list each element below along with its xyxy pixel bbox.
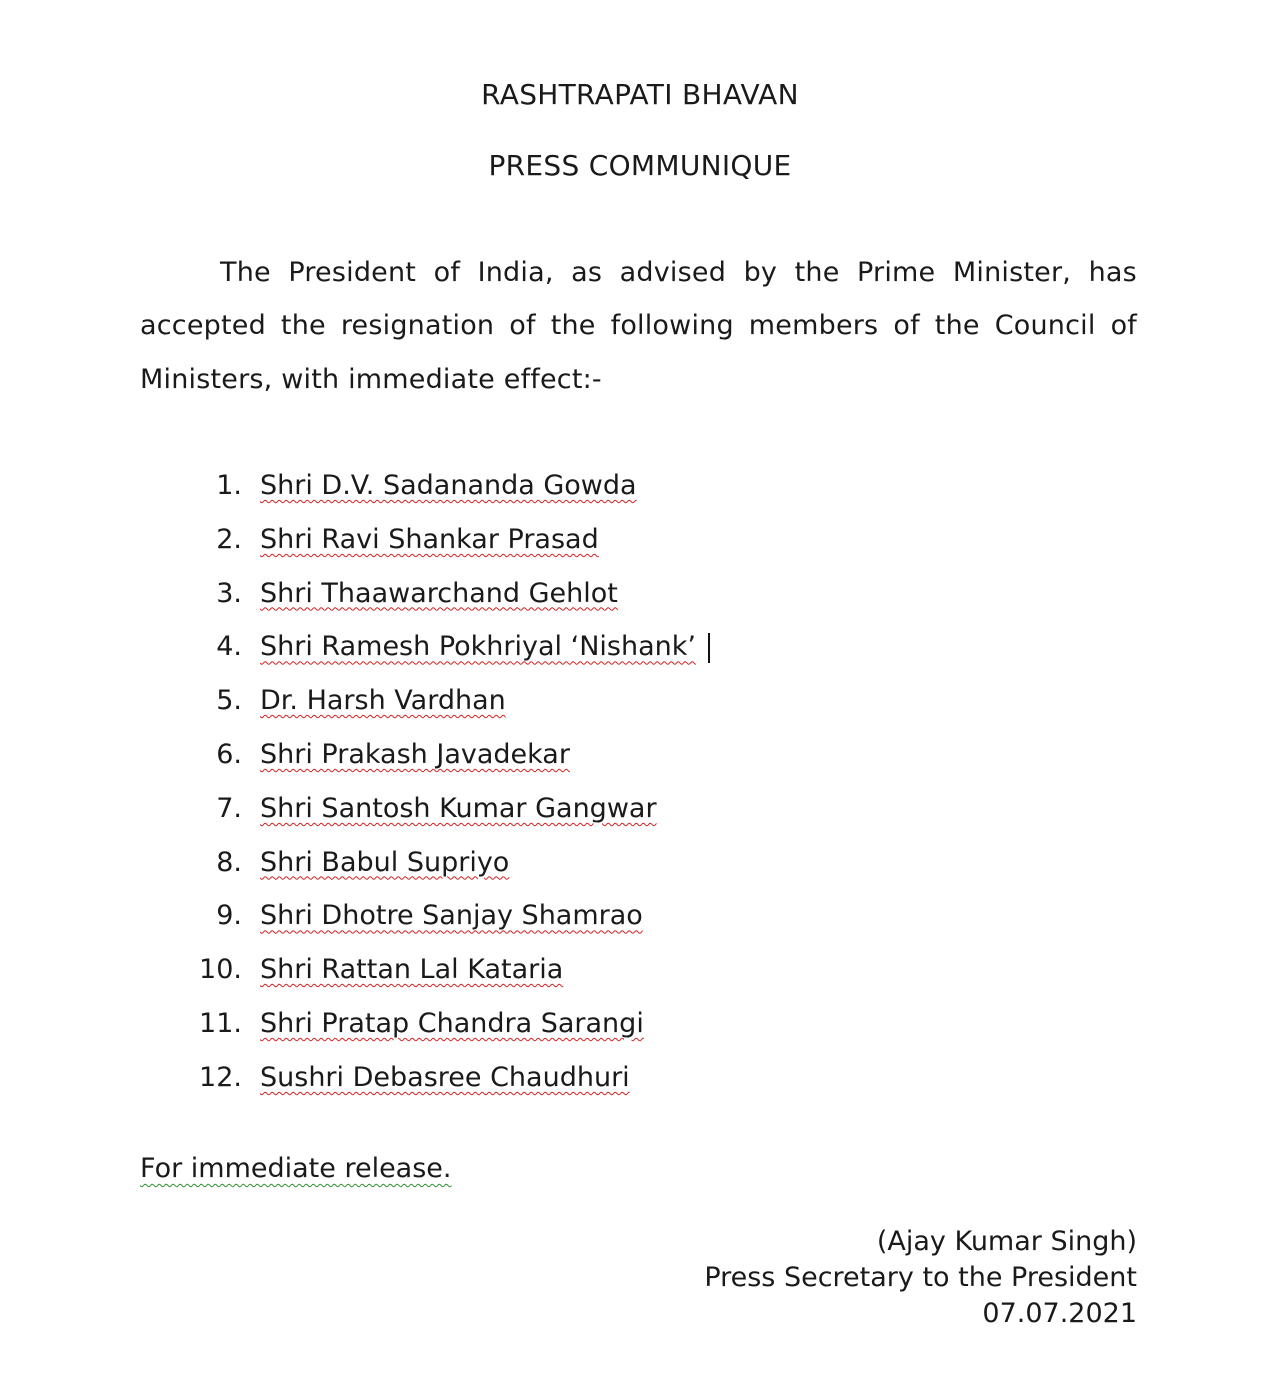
body-word: of (509, 310, 536, 341)
list-item-number: 2. (216, 523, 242, 555)
body-word: advised (619, 257, 727, 288)
body-word: of (1110, 310, 1137, 341)
list-item-name: Dr. Harsh Vardhan (260, 685, 506, 717)
list-item-name: Shri Thaawarchand Gehlot (260, 577, 618, 609)
body-word: resignation (340, 310, 495, 341)
list-item-name: Shri D.V. Sadananda Gowda (260, 470, 637, 501)
body-line-3: Ministers, with immediate effect:- (140, 364, 602, 395)
release-note (140, 1153, 452, 1184)
body-word: following (610, 310, 734, 341)
body-word: of (893, 310, 920, 341)
list-item-number: 12. (199, 1061, 242, 1093)
document-date: 07.07.2021 (982, 1298, 1137, 1329)
body-word: the (280, 310, 326, 341)
list-item-number: 5. (216, 685, 242, 717)
body-word: as (571, 257, 603, 288)
body-word: India, (477, 257, 554, 288)
body-word: the (794, 257, 840, 288)
list-item-number: 11. (199, 1008, 242, 1039)
list-item-name: Shri Santosh Kumar Gangwar (260, 792, 657, 824)
list-item-name: Shri Prakash Javadekar (260, 739, 570, 770)
body-word: President (288, 257, 417, 288)
list-item-number: 7. (216, 792, 242, 824)
body-word: has (1088, 257, 1137, 288)
signatory-name: (Ajay Kumar Singh) (876, 1226, 1137, 1257)
body-line-1 (220, 257, 1137, 288)
list-item-number: 6. (216, 739, 242, 770)
body-word: Minister, (952, 257, 1072, 288)
body-word: the (934, 310, 980, 341)
list-item-name: Shri Ravi Shankar Prasad (260, 523, 599, 555)
list-item-name: Shri Rattan Lal Kataria (260, 954, 564, 986)
list-item-number: 9. (216, 900, 242, 932)
list-item-number: 8. (216, 846, 242, 878)
list-item-number: 10. (199, 954, 242, 986)
list-item-name: Shri Pratap Chandra Sarangi (260, 1008, 644, 1039)
body-word: Council (994, 310, 1096, 341)
body-word: Prime (857, 257, 936, 288)
list-item-name: Shri Ramesh Pokhriyal ‘Nishank’ (260, 631, 696, 663)
body-word: by (743, 257, 778, 288)
body-line-2 (140, 310, 1137, 341)
document-subtitle: PRESS COMMUNIQUE (488, 149, 792, 182)
list-item-name: Shri Dhotre Sanjay Shamrao (260, 900, 643, 932)
list-item-number: 3. (216, 577, 242, 609)
list-item-name: Sushri Debasree Chaudhuri (260, 1061, 630, 1093)
body-word: The (220, 257, 271, 288)
release-text: For immediate release. (140, 1153, 452, 1184)
body-word: members (748, 310, 879, 341)
body-word: of (433, 257, 461, 288)
body-word: the (550, 310, 596, 341)
list-item-number: 1. (216, 470, 242, 501)
body-word: accepted (140, 310, 266, 341)
list-item-name: Shri Babul Supriyo (260, 846, 510, 878)
signatory-designation: Press Secretary to the President (704, 1262, 1137, 1293)
text-cursor (708, 633, 710, 663)
list-item-number: 4. (216, 631, 242, 663)
document-title: RASHTRAPATI BHAVAN (481, 78, 799, 111)
